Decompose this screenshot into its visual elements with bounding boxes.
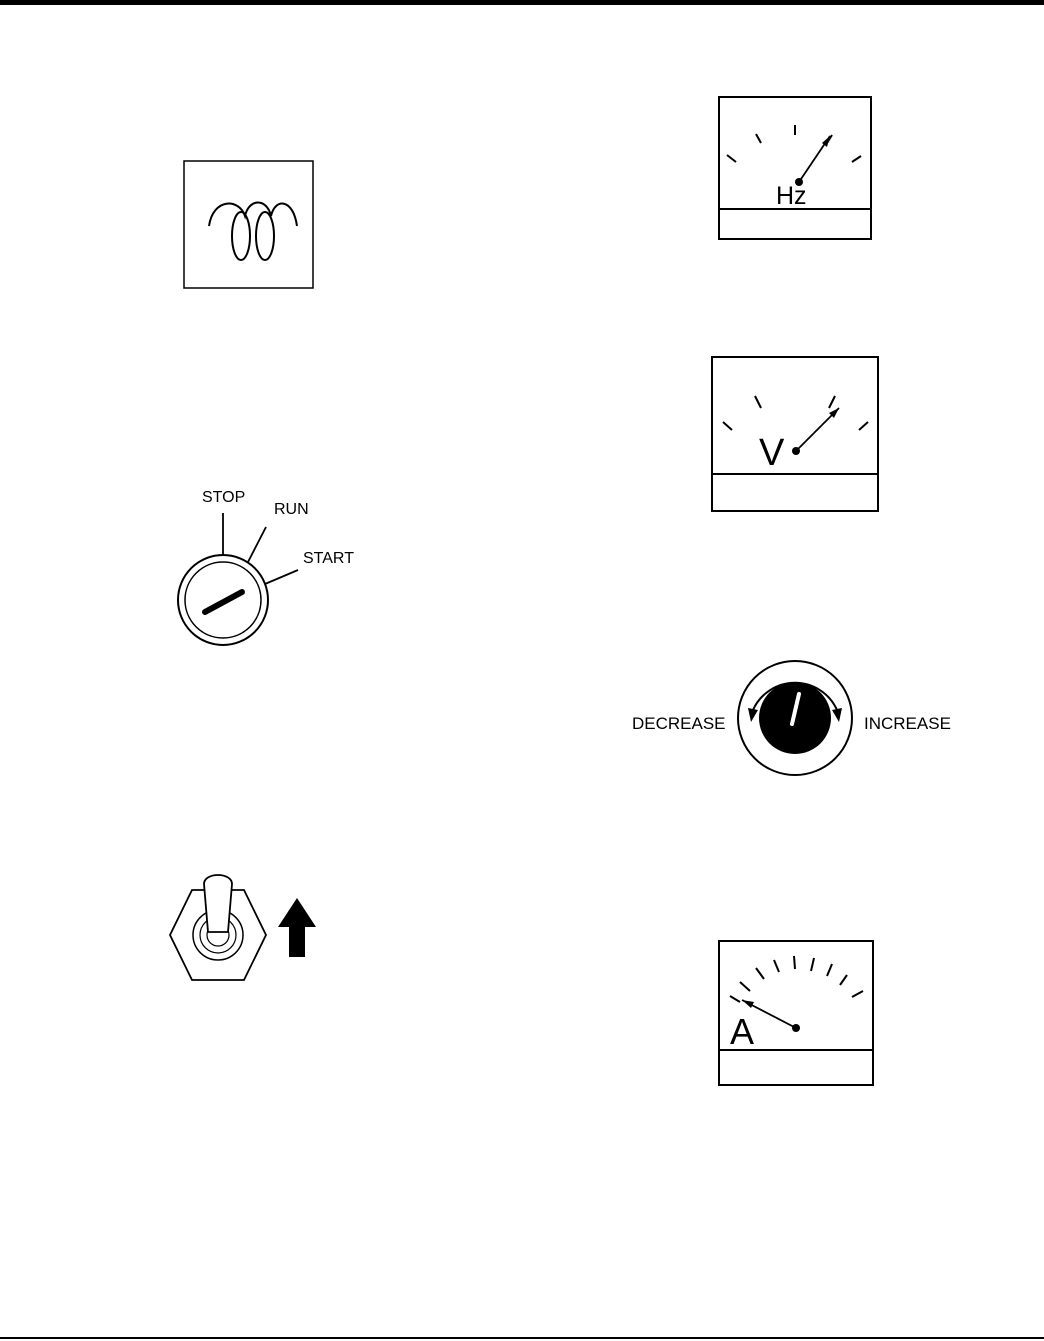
frequency-meter-icon <box>718 96 874 242</box>
key-switch-start-label: START <box>303 550 354 567</box>
ammeter-symbol <box>718 940 876 1088</box>
increase-label: INCREASE <box>864 714 951 733</box>
voltage-adjust-symbol <box>630 656 970 780</box>
frequency-meter-symbol <box>718 96 874 242</box>
key-switch-symbol <box>170 480 370 660</box>
ammeter-unit: A <box>730 1011 755 1052</box>
bottom-rule <box>0 1337 1044 1339</box>
toggle-switch-symbol <box>170 870 330 980</box>
key-switch-stop-label: STOP <box>202 489 246 506</box>
coil-icon <box>183 160 315 290</box>
key-switch-icon <box>170 480 370 660</box>
toggle-switch-icon <box>170 870 330 980</box>
up-arrow-icon <box>278 898 316 957</box>
top-rule <box>0 0 1044 5</box>
voltmeter-unit: V <box>759 432 785 474</box>
voltmeter-symbol <box>711 356 881 514</box>
decrease-label: DECREASE <box>632 714 726 733</box>
glow-plug-symbol <box>183 160 315 290</box>
voltmeter-icon <box>711 356 881 514</box>
frequency-meter-unit: Hz <box>776 182 807 210</box>
key-switch-run-label: RUN <box>274 501 309 518</box>
